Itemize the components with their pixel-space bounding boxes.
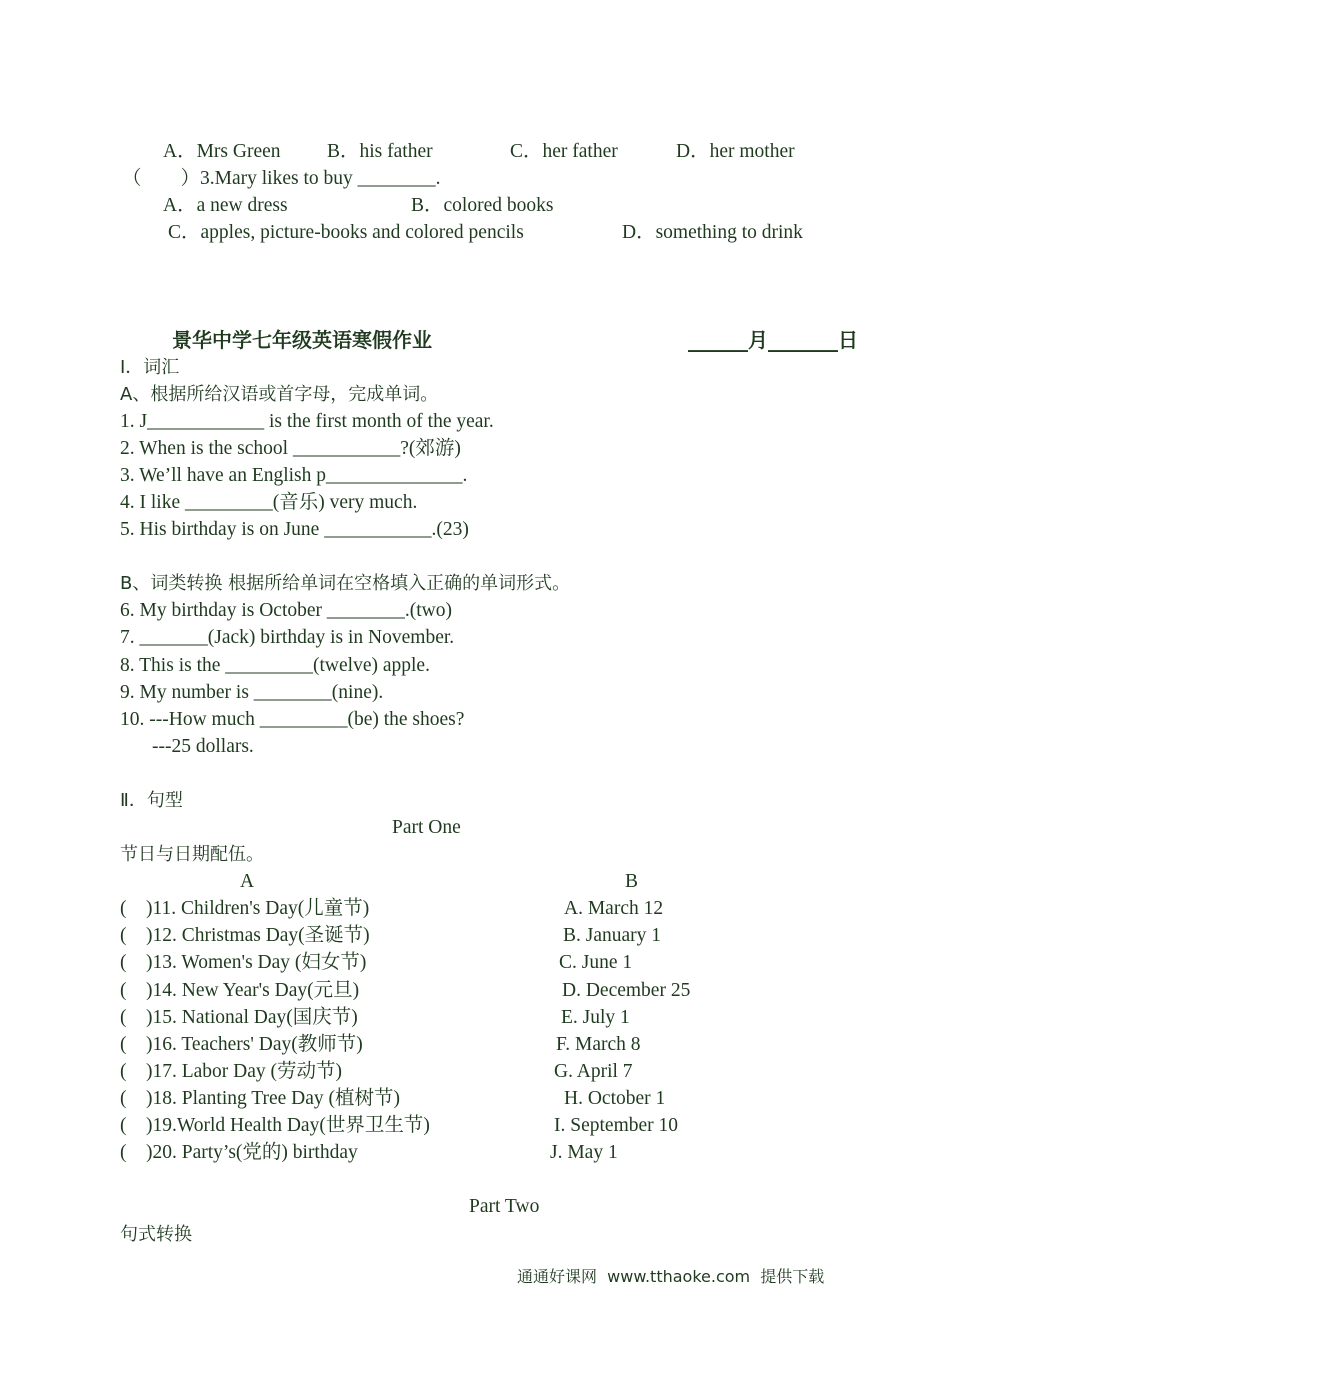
match-item-19: ( )19.World Health Day(世界卫生节) [120, 1115, 430, 1136]
match-option-g: G. April 7 [554, 1061, 633, 1082]
partB-instruction: B、词类转换 根据所给单词在空格填入正确的单词形式。 [120, 573, 571, 594]
column-a-header: A [240, 871, 255, 892]
part-one-instruction: 节日与日期配伍。 [120, 844, 264, 865]
q3-stem: （ ）3.Mary likes to buy ________. [122, 168, 441, 189]
match-item-16: ( )16. Teachers' Day(教师节) [120, 1034, 363, 1055]
date-line: ______月_______日 [688, 328, 858, 352]
partA-item-4: 4. I like _________(音乐) very much. [120, 492, 418, 513]
q2-option-a: A．Mrs Green [163, 141, 281, 162]
match-item-15: ( )15. National Day(国庆节) [120, 1007, 358, 1028]
match-option-d: D. December 25 [562, 980, 691, 1001]
partA-item-3: 3. We’ll have an English p______________. [120, 465, 468, 486]
match-option-j: J. May 1 [550, 1142, 618, 1163]
match-item-17: ( )17. Labor Day (劳动节) [120, 1061, 343, 1082]
partB-item-6: 6. My birthday is October ________.(two) [120, 600, 452, 621]
partB-item-10: 10. ---How much _________(be) the shoes? [120, 709, 465, 730]
partA-item-2: 2. When is the school ___________?(郊游) [120, 438, 461, 459]
page-title: 景华中学七年级英语寒假作业 [172, 328, 432, 352]
part-two-title: Part Two [469, 1196, 540, 1217]
q2-option-b: B．his father [327, 141, 433, 162]
section1-heading: Ⅰ．词汇 [120, 357, 180, 378]
part-one-title: Part One [392, 817, 461, 838]
partA-instruction: A、根据所给汉语或首字母，完成单词。 [120, 384, 439, 405]
q3-option-a: A．a new dress [163, 195, 288, 216]
section2-heading: Ⅱ．句型 [120, 790, 183, 811]
match-option-f: F. March 8 [556, 1034, 641, 1055]
partB-item-8: 8. This is the _________(twelve) apple. [120, 655, 430, 676]
column-b-header: B [625, 871, 639, 892]
match-item-20: ( )20. Party’s(党的) birthday [120, 1142, 358, 1163]
q3-option-b: B．colored books [411, 195, 554, 216]
match-option-b: B. January 1 [563, 925, 662, 946]
match-item-14: ( )14. New Year's Day(元旦) [120, 980, 360, 1001]
q3-option-d: D．something to drink [622, 222, 803, 243]
partB-item-7: 7. _______(Jack) birthday is in November. [120, 627, 455, 648]
match-item-18: ( )18. Planting Tree Day (植树节) [120, 1088, 401, 1109]
q2-option-d: D．her mother [676, 141, 795, 162]
partB-item-10-answer: ---25 dollars. [152, 736, 254, 757]
part-two-instruction: 句式转换 [120, 1224, 192, 1245]
match-item-12: ( )12. Christmas Day(圣诞节) [120, 925, 370, 946]
match-option-i: I. September 10 [554, 1115, 679, 1136]
q3-option-c: C．apples, picture-books and colored pencils [168, 222, 524, 243]
match-option-h: H. October 1 [564, 1088, 666, 1109]
q2-option-c: C．her father [510, 141, 618, 162]
match-item-11: ( )11. Children's Day(儿童节) [120, 898, 370, 919]
match-item-13: ( )13. Women's Day (妇女节) [120, 952, 367, 973]
match-option-a: A. March 12 [564, 898, 664, 919]
partA-item-5: 5. His birthday is on June ___________.(23) [120, 519, 469, 540]
match-option-c: C. June 1 [559, 952, 633, 973]
partB-item-9: 9. My number is ________(nine). [120, 682, 384, 703]
footer-source: 通通好课网 www.tthaoke.com 提供下载 [517, 1267, 825, 1286]
partA-item-1: 1. J____________ is the first month of the year. [120, 411, 494, 432]
match-option-e: E. July 1 [561, 1007, 630, 1028]
